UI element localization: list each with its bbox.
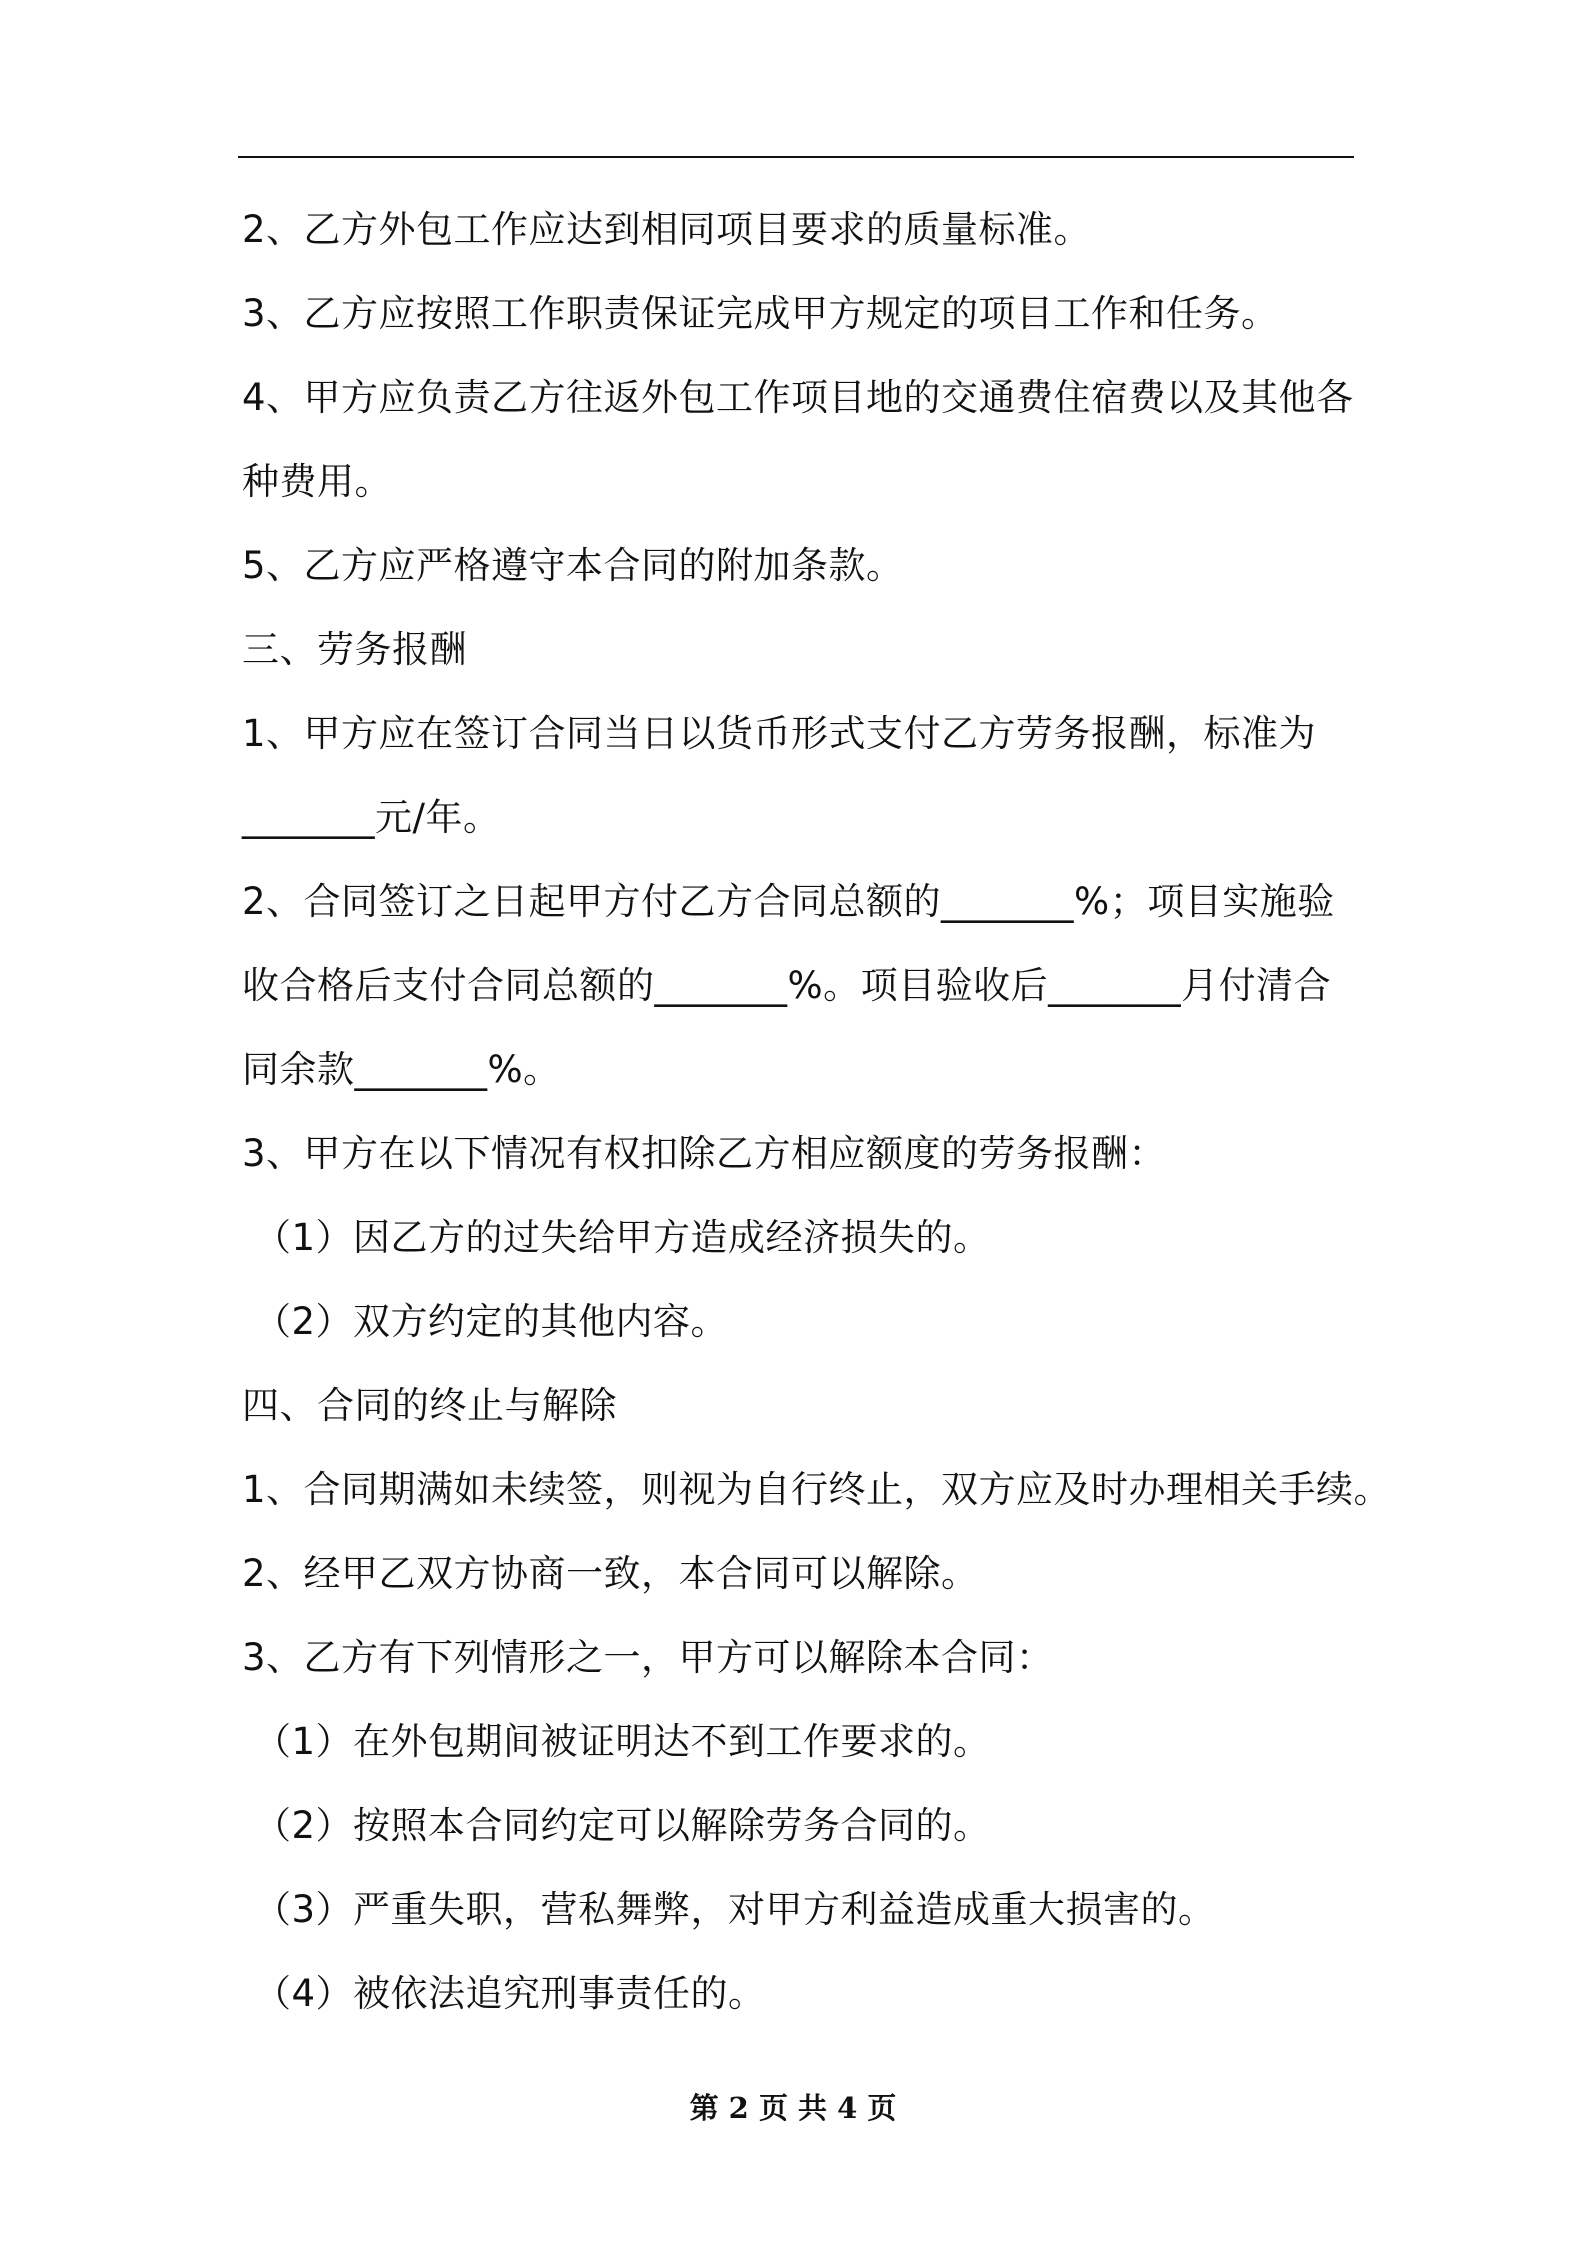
remuneration-clause-2-end: 同余款_______%。: [242, 1048, 561, 1091]
contract-body: [242, 197, 1392, 2045]
termination-sub-item-1: （1）在外包期间被证明达不到工作要求的。: [254, 1720, 991, 1763]
remuneration-clause-2: 2、合同签订之日起甲方付乙方合同总额的_______%；项目实施验: [242, 880, 1335, 923]
remuneration-clause-1: 1、甲方应在签订合同当日以货币形式支付乙方劳务报酬，标准为: [242, 712, 1317, 755]
remuneration-clause-3: 3、甲方在以下情况有权扣除乙方相应额度的劳务报酬：: [242, 1132, 1167, 1175]
header-rule: [238, 156, 1354, 158]
termination-clause-1: 1、合同期满如未续签，则视为自行终止，双方应及时办理相关手续。: [242, 1468, 1392, 1511]
termination-sub-item-2: （2）按照本合同约定可以解除劳务合同的。: [254, 1804, 991, 1847]
termination-clause-3: 3、乙方有下列情形之一，甲方可以解除本合同：: [242, 1636, 1054, 1679]
clause-4-expenses-cont: 种费用。: [242, 460, 392, 503]
termination-sub-item-4: （4）被依法追究刑事责任的。: [254, 1972, 766, 2015]
remuneration-clause-2-cont: 收合格后支付合同总额的_______%。项目验收后_______月付清合: [242, 964, 1332, 1007]
remuneration-sub-item-2: （2）双方约定的其他内容。: [254, 1300, 729, 1343]
page-number-footer: 第 2 页 共 4 页: [689, 2091, 897, 2125]
section-heading-termination: 四、合同的终止与解除: [242, 1384, 617, 1427]
section-heading-remuneration: 三、劳务报酬: [242, 628, 467, 671]
remuneration-sub-item-1: （1）因乙方的过失给甲方造成经济损失的。: [254, 1216, 991, 1259]
clause-3-complete-tasks: 3、乙方应按照工作职责保证完成甲方规定的项目工作和任务。: [242, 292, 1279, 335]
termination-clause-2: 2、经甲乙双方协商一致，本合同可以解除。: [242, 1552, 979, 1595]
remuneration-clause-1-cont: _______元/年。: [242, 796, 501, 839]
clause-5-additional-terms: 5、乙方应严格遵守本合同的附加条款。: [242, 544, 904, 587]
clause-2-quality-standard: 2、乙方外包工作应达到相同项目要求的质量标准。: [242, 208, 1092, 251]
clause-4-expenses: 4、甲方应负责乙方往返外包工作项目地的交通费住宿费以及其他各: [242, 376, 1354, 419]
termination-sub-item-3: （3）严重失职，营私舞弊，对甲方利益造成重大损害的。: [254, 1888, 1216, 1931]
